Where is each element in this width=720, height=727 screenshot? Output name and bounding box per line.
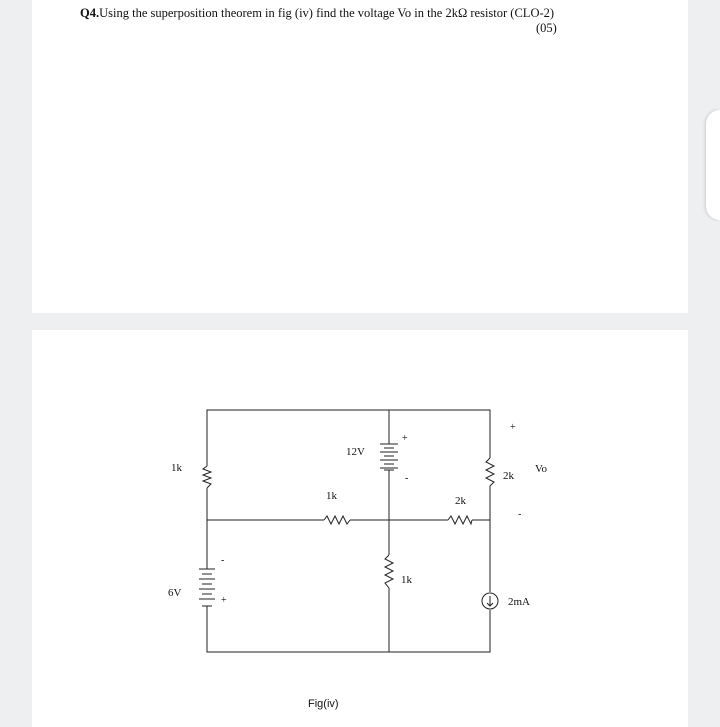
- bottom-wire: [207, 606, 490, 652]
- battery-6v: [199, 569, 215, 606]
- plus-12v: +: [402, 433, 408, 444]
- label-r-mid-left: 1k: [326, 490, 337, 502]
- question-body: Using the superposition theorem in fig (iv) find the voltage Vo in the 2kΩ resistor (CLO-2): [99, 6, 555, 20]
- label-i-source: 2mA: [508, 596, 530, 608]
- minus-6v: -: [221, 555, 225, 566]
- current-source-2ma: [482, 593, 498, 609]
- label-v-left: 6V: [168, 587, 182, 599]
- resistor-right: [486, 458, 494, 486]
- plus-vo: +: [510, 422, 516, 433]
- label-r-right: 2k: [503, 470, 514, 482]
- label-vo: Vo: [535, 463, 548, 475]
- label-v-top: 12V: [346, 446, 365, 458]
- resistor-mid-right: [448, 516, 472, 524]
- minus-vo: -: [518, 509, 522, 520]
- resistor-bottom: [385, 555, 393, 588]
- question-number: Q4.: [80, 6, 100, 20]
- figure-caption: Fig(iv): [308, 698, 339, 710]
- mid-wire-center: [350, 518, 389, 520]
- question-marks: (05): [536, 21, 557, 35]
- minus-12v: -: [405, 473, 409, 484]
- label-r-mid-right: 2k: [455, 495, 466, 507]
- resistor-mid-left: [324, 516, 350, 524]
- label-r-left: 1k: [171, 462, 182, 474]
- plus-6v: +: [221, 595, 227, 606]
- battery-12v: [380, 444, 398, 470]
- resistor-left: [203, 466, 211, 488]
- label-r-bottom: 1k: [401, 574, 412, 586]
